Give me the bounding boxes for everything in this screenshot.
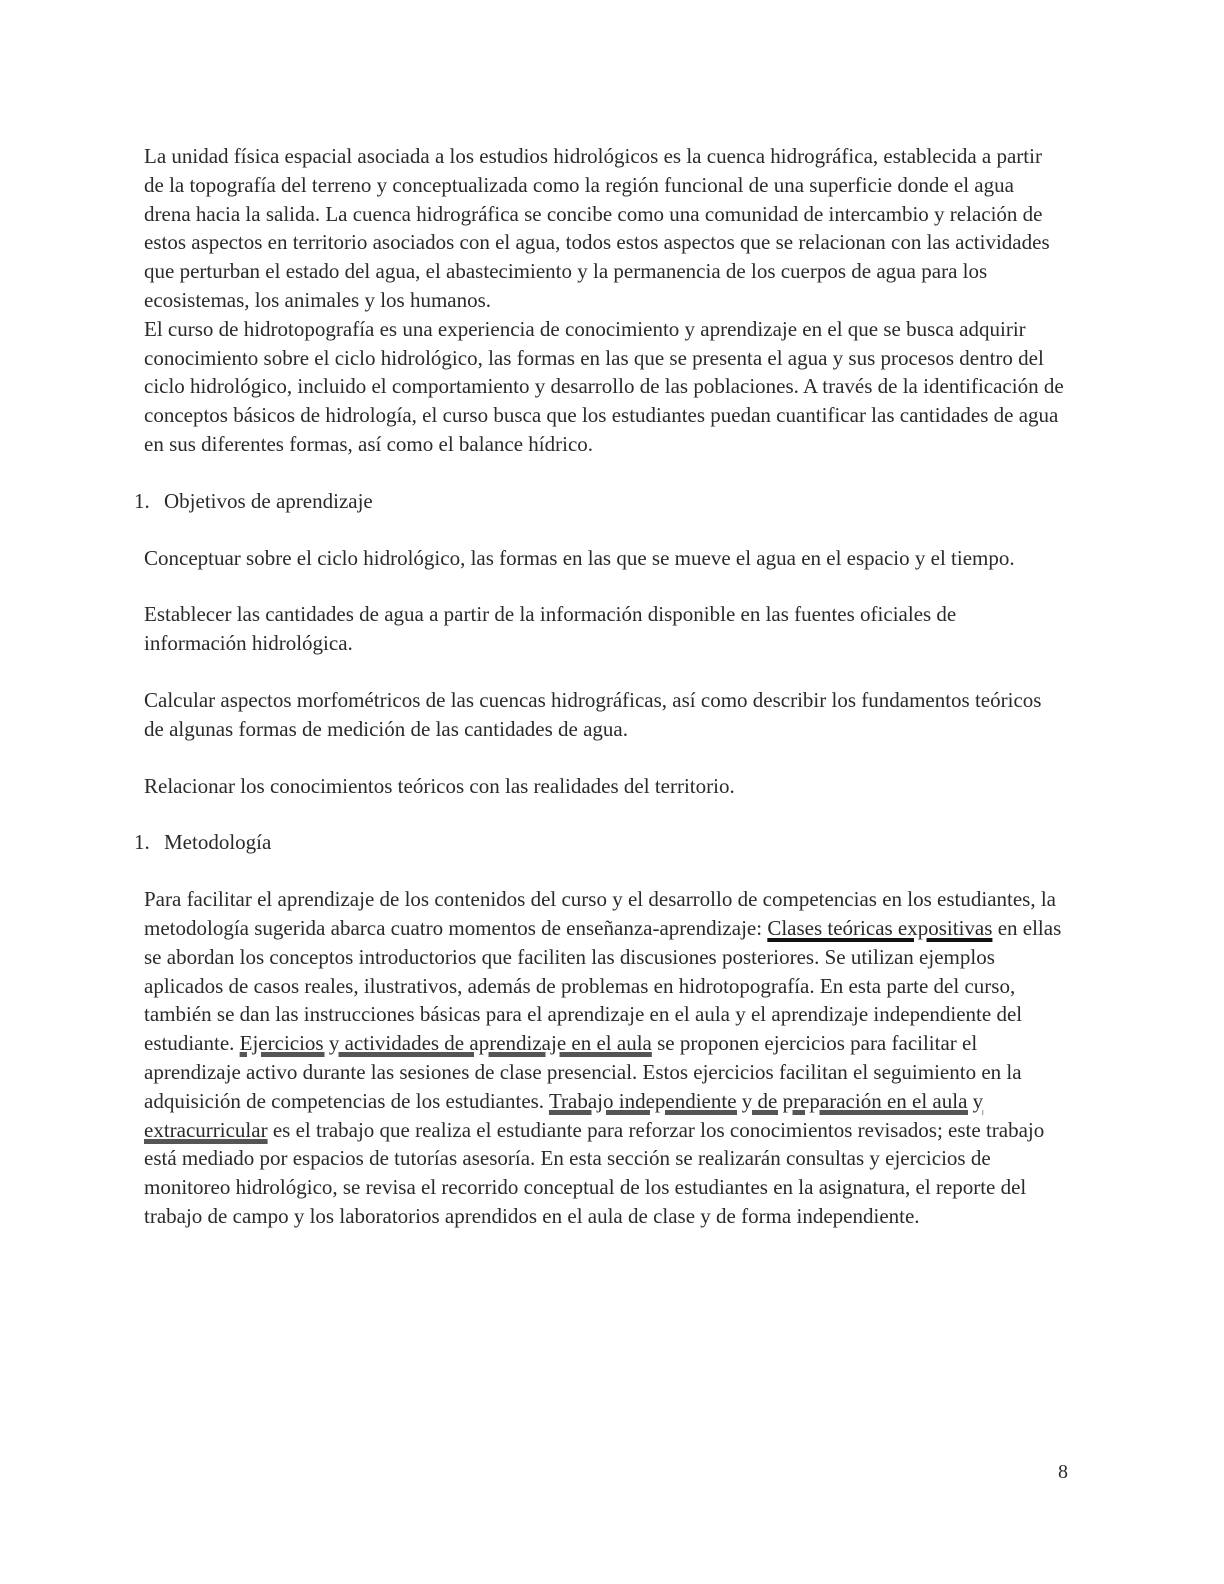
page-number: 8 (1058, 1461, 1068, 1483)
methodology-paragraph (144, 885, 1064, 1231)
document-body (134, 142, 1064, 1231)
moment-2-text: se proponen ejercicios para facilitar el aprendizaje activo durante las sesiones de clase presencial. Estos ejercicios facilitan el seguimiento en la adquisición de competencias de los estudiantes. (144, 1031, 1022, 1113)
section-title: Objetivos de aprendizaje (164, 488, 373, 513)
section-heading-methodology (134, 828, 1064, 857)
intro-paragraph-1: La unidad física espacial asociada a los estudios hidrológicos es la cuenca hidrográfica, establecida a partir de la topografía del terreno y conceptualizada como la región funcional de una superficie donde el agua drena hacia la salida. La cuenca hidrográfica se concibe como una comunidad de intercambio y relación de estos aspectos en territorio asociados con el agua, todos estos aspectos que se relacionan con las actividades que perturban el estado del agua, el abastecimiento y la permanencia de los cuerpos de agua para los ecosistemas, los animales y los humanos. (144, 144, 1050, 312)
section-number: 1. (134, 488, 150, 513)
objective-item: Calcular aspectos morfométricos de las cuencas hidrográficas, así como describir los fundamentos teóricos de algunas formas de medición de las cantidades de agua. (144, 687, 1042, 741)
intro-paragraph-2: El curso de hidrotopografía es una experiencia de conocimiento y aprendizaje en el que se busca adquirir conocimiento sobre el ciclo hidrológico, las formas en las que se presenta el agua y sus procesos dentro del ciclo hidrológico, incluido el comportamiento y desarrollo de las poblaciones. A través de la identificación de conceptos básicos de hidrología, el curso busca que los estudiantes puedan cuantificar las cantidades de agua en sus diferentes formas, así como el balance hídrico. (144, 316, 1064, 456)
moment-3-label: Trabajo independiente y de preparación en el aula y extracurricular (144, 1088, 984, 1142)
moment-3-text: es el trabajo que realiza el estudiante para reforzar los conocimientos revisados; este trabajo está mediado por espacios de tutorías asesoría. En esta sección se realizarán consultas y ejercicios de monitoreo hidrológico, se revisa el recorrido conceptual de los estudiantes en la asignatura, el reporte del trabajo de campo y los laboratorios aprendidos en el aula de clase y de forma independiente. (144, 1117, 1045, 1228)
moment-1-label: Clases teóricas expositivas (767, 915, 993, 940)
objective-item: Conceptuar sobre el ciclo hidrológico, las formas en las que se mueve el agua en el espacio y el tiempo. (144, 545, 1015, 570)
moment-2-label: Ejercicios y actividades de aprendizaje en el aula (239, 1031, 652, 1056)
methodology-lead: Para facilitar el aprendizaje de los contenidos del curso y el desarrollo de competencias en los estudiantes, la metodología sugerida abarca cuatro momentos de enseñanza-aprendizaje: (144, 887, 1056, 940)
section-heading-objectives (134, 487, 1064, 516)
section-title: Metodología (164, 830, 272, 855)
objective-item: Relacionar los conocimientos teóricos con las realidades del territorio. (144, 773, 735, 798)
objective-item: Establecer las cantidades de agua a partir de la información disponible en las fuentes oficiales de información hidrológica. (144, 602, 957, 656)
section-number: 1. (134, 830, 150, 855)
moment-1-text: en ellas se abordan los conceptos introductorios que faciliten las discusiones posteriores. Se utilizan ejemplos aplicados de casos reales, ilustrativos, además de problemas en hidrotopografía. En esta parte del curso, también se dan las instrucciones básicas para el aprendizaje en el aula y el aprendizaje independiente del estudiante. (144, 915, 1062, 1056)
